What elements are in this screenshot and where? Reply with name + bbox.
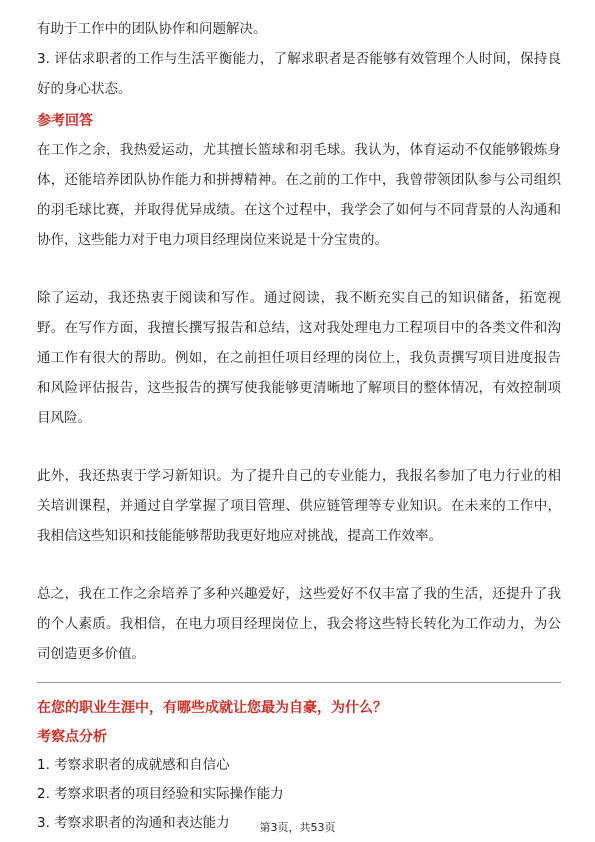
analysis-point-2: 2. 考察求职者的项目经验和实际操作能力 — [37, 786, 284, 802]
answer-paragraph-3: 此外，我还热衷于学习新知识。为了提升自己的专业能力，我报名参加了电力行业的相关培训课程，并通过自学掌握了项目管理、供应链管理等专业知识。在未来的工作中，我相信这些知识和技能能够帮助我更好地应对挑战，提高工作效率。 — [37, 468, 561, 544]
page-number: 第3页，共53页 — [259, 821, 336, 834]
analysis-heading: 考察点分析 — [37, 729, 107, 745]
answer-paragraph-4: 总之，我在工作之余培养了多种兴趣爱好，这些爱好不仅丰富了我的生活，还提升了我的个人素质。我相信，在电力项目经理岗位上，我会将这些特长转化为工作动力，为公司创造更多价值。 — [37, 586, 561, 662]
reference-answer-heading: 参考回答 — [37, 113, 93, 129]
document-page — [37, 14, 561, 838]
analysis-point-3: 3. 考察求职者的沟通和表达能力 — [37, 815, 230, 831]
answer-paragraph-1: 在工作之余，我热爱运动，尤其擅长篮球和羽毛球。我认为，体育运动不仅能够锻炼身体，还能培养团队协作能力和拼搏精神。在之前的工作中，我曾带领团队参与公司组织的羽毛球比赛，并取得优异成绩。在这个过程中，我学会了如何与不同背景的人沟通和协作，这些能力对于电力项目经理岗位来说是十分宝贵的。 — [37, 142, 561, 248]
interview-question: 在您的职业生涯中，有哪些成就让您最为自豪，为什么？ — [37, 700, 387, 716]
section-divider — [37, 682, 561, 683]
intro-continuation: 有助于工作中的团队协作和问题解决。 — [37, 21, 267, 37]
intro-point-3: 3. 评估求职者的工作与生活平衡能力，了解求职者是否能够有效管理个人时间，保持良好的身心状态。 — [37, 51, 561, 97]
analysis-point-1: 1. 考察求职者的成就感和自信心 — [37, 757, 230, 773]
answer-paragraph-2: 除了运动，我还热衷于阅读和写作。通过阅读，我不断充实自己的知识储备，拓宽视野。在写作方面，我擅长撰写报告和总结，这对我处理电力工程项目中的各类文件和沟通工作有很大的帮助。例如，在之前担任项目经理的岗位上，我负责撰写项目进度报告和风险评估报告，这些报告的撰写使我能够更清晰地了解项目的整体情况，有效控制项目风险。 — [37, 290, 561, 426]
